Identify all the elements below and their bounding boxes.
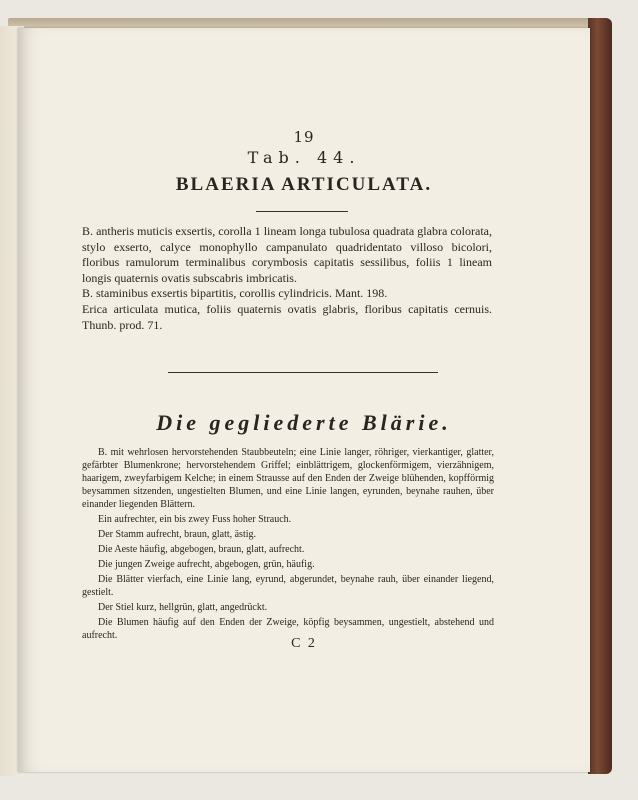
german-title: Die gegliederte Blärie. — [156, 410, 452, 435]
book-cover-edge — [588, 18, 612, 774]
latin-description — [82, 224, 492, 333]
page-number: 19 — [293, 128, 315, 146]
german-description — [82, 446, 494, 644]
book-page — [18, 28, 590, 772]
signature-mark: C 2 — [291, 636, 317, 651]
section-rule — [168, 372, 438, 373]
german-paragraph: Die Aeste häufig, abgebogen, braun, glatt, aufrecht. — [98, 544, 305, 555]
german-paragraph: B. mit wehrlosen hervorstehenden Staubbeuteln; eine Linie langer, röhriger, vierkantiger, glatter, gefärbter Blumenkrone; hervorstehendem Griffel; einblättrigem, glockenförmigem, vierzähnigem, haarigem, zweyfarbigem Kelche; in einem Strausse auf den Enden der Zweige blühenden, kopfförmig beysammen sitzenden, ungestielten Blumen, und eine Linie langen, eyrunden, beynahe rauhen, über einander liegenden Blättern. — [82, 447, 494, 510]
latin-paragraph: B. staminibus exsertis bipartitis, corollis cylindricis. Mant. 198. — [82, 286, 388, 301]
german-paragraph: Die Blätter vierfach, eine Linie lang, eyrund, abgerundet, beynahe rauh, über einander liegend, gestielt. — [82, 574, 494, 598]
german-paragraph: Ein aufrechter, ein bis zwey Fuss hoher Strauch. — [98, 514, 292, 525]
latin-paragraph: B. antheris muticis exsertis, corolla 1 lineam longa tubulosa quadrata glabra colorata, stylo exserto, calyce monophyllo campanulato quadridentato villoso bicolori, floribus ramulorum terminalibus corymbosis capitatis sessilibus, foliis 1 lineam longis quaternis ovatis subscabris imbricatis. — [82, 224, 492, 285]
german-paragraph: Die Blumen häufig auf den Enden der Zweige, köpfig beysammen, ungestielt, abstehend und aufrecht. — [82, 617, 494, 641]
german-paragraph: Der Stiel kurz, hellgrün, glatt, angedrückt. — [98, 602, 268, 613]
german-paragraph: Der Stamm aufrecht, braun, glatt, ästig. — [98, 529, 257, 540]
german-paragraph: Die jungen Zweige aufrecht, abgebogen, grün, häufig. — [98, 559, 315, 570]
species-title: BLAERIA ARTICULATA. — [175, 174, 433, 195]
plate-heading: Tab. 44. — [247, 148, 361, 167]
latin-paragraph: Erica articulata mutica, foliis quaternis ovatis glabris, floribus capitatis cernuis. Thunb. prod. 71. — [82, 301, 492, 332]
title-rule — [256, 211, 348, 212]
